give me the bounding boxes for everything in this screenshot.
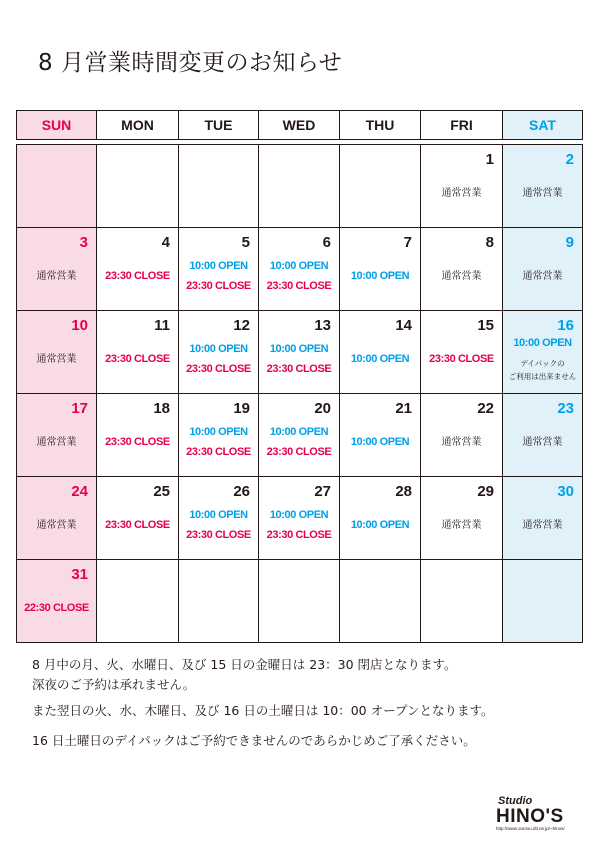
day-cell [17, 560, 97, 643]
open-time: 10:00 OPEN [269, 343, 329, 355]
open-time: 10:00 OPEN [189, 426, 248, 438]
day-number: 3 [79, 234, 88, 251]
day-cell [97, 228, 179, 311]
close-time: 23:30 CLOSE [429, 353, 494, 365]
day-number: 1 [485, 151, 494, 168]
weekday-sat: SAT [503, 111, 583, 140]
day-cell [503, 145, 583, 228]
page-title: 8 月営業時間変更のお知らせ [38, 50, 343, 76]
weekday-thu: THU [340, 111, 421, 140]
day-cell [340, 394, 421, 477]
close-time: 23:30 CLOSE [266, 529, 332, 541]
day-number: 20 [314, 400, 331, 417]
day-cell [179, 477, 259, 560]
close-time: 23:30 CLOSE [105, 436, 170, 448]
weekday-header-row [17, 111, 583, 140]
day-number: 10 [71, 317, 88, 334]
normal-hours: 通常営業 [522, 271, 563, 282]
day-cell [503, 311, 583, 394]
weekday-mon: MON [97, 111, 179, 140]
day-number: 11 [154, 317, 170, 334]
day-number: 16 [557, 317, 574, 334]
day-cell [340, 311, 421, 394]
day-number: 5 [241, 234, 250, 251]
calendar-week [17, 311, 583, 394]
day-cell [17, 311, 97, 394]
day-cell [259, 228, 340, 311]
close-time: 23:30 CLOSE [266, 363, 332, 375]
daypack-note [503, 357, 582, 383]
empty-day-cell [340, 145, 421, 228]
studio-hinos-logo [496, 796, 584, 836]
daypack-note-line: ご利用は出来ません [508, 372, 577, 381]
day-number: 15 [477, 317, 494, 334]
day-number: 21 [395, 400, 412, 417]
normal-hours: 通常営業 [441, 188, 482, 199]
notice-line-2: 深夜のご予約は承れません。 [32, 677, 196, 692]
notice-line-1: 8 月中の月、火、水曜日、及び 15 日の金曜日は 23：30 閉店となります。 [32, 657, 457, 672]
day-cell [97, 311, 179, 394]
normal-hours: 通常営業 [441, 437, 482, 448]
empty-day-cell [17, 145, 97, 228]
day-number: 27 [314, 483, 331, 500]
day-cell [179, 394, 259, 477]
day-number: 12 [233, 317, 250, 334]
day-number: 30 [557, 483, 574, 500]
normal-hours: 通常営業 [36, 271, 77, 282]
calendar-week [17, 145, 583, 228]
weekday-fri: FRI [421, 111, 503, 140]
logo-name-text: HINO'S [496, 806, 564, 827]
day-cell [340, 477, 421, 560]
day-cell [259, 394, 340, 477]
day-number: 6 [322, 234, 331, 251]
normal-hours: 通常営業 [522, 520, 563, 531]
close-time: 23:30 CLOSE [266, 446, 332, 458]
day-number: 26 [233, 483, 250, 500]
empty-day-cell [340, 560, 421, 643]
day-number: 29 [477, 483, 494, 500]
open-time: 10:00 OPEN [513, 337, 572, 349]
day-number: 25 [153, 483, 170, 500]
empty-day-cell [179, 560, 259, 643]
open-time: 10:00 OPEN [269, 509, 329, 521]
close-time: 23:30 CLOSE [266, 280, 332, 292]
calendar-week [17, 228, 583, 311]
open-time: 10:00 OPEN [189, 509, 248, 521]
normal-hours: 通常営業 [441, 520, 482, 531]
normal-hours: 通常営業 [522, 437, 563, 448]
open-time: 10:00 OPEN [350, 353, 410, 365]
day-cell [503, 228, 583, 311]
empty-day-cell [503, 560, 583, 643]
empty-day-cell [179, 145, 259, 228]
open-time: 10:00 OPEN [350, 519, 410, 531]
day-number: 22 [477, 400, 494, 417]
normal-hours: 通常営業 [441, 271, 482, 282]
close-time: 23:30 CLOSE [186, 363, 251, 375]
empty-day-cell [421, 560, 503, 643]
notice-line-3: また翌日の火、水、木曜日、及び 16 日の土曜日は 10：00 オープンとなります。 [32, 703, 494, 718]
day-cell [259, 311, 340, 394]
day-cell [421, 477, 503, 560]
empty-day-cell [259, 560, 340, 643]
day-cell [421, 145, 503, 228]
day-number: 9 [565, 234, 574, 251]
close-time: 23:30 CLOSE [105, 270, 170, 282]
day-number: 2 [565, 151, 574, 168]
normal-hours: 通常営業 [36, 354, 77, 365]
day-cell [503, 477, 583, 560]
close-time: 22:30 CLOSE [24, 602, 89, 614]
logo-url-text: http://www.ourosu.dti.ne.jp/~hinos/ [496, 826, 565, 831]
daypack-note-line: デイパックの [520, 359, 565, 368]
calendar-week [17, 560, 583, 643]
weekday-wed: WED [259, 111, 340, 140]
normal-hours: 通常営業 [36, 520, 77, 531]
open-time: 10:00 OPEN [350, 436, 410, 448]
day-number: 7 [403, 234, 412, 251]
day-number: 13 [314, 317, 331, 334]
empty-day-cell [97, 145, 179, 228]
day-cell [97, 477, 179, 560]
close-time: 23:30 CLOSE [186, 280, 251, 292]
logo-studio-text: Studio [498, 795, 533, 807]
day-cell [340, 228, 421, 311]
day-number: 8 [485, 234, 494, 251]
close-time: 23:30 CLOSE [105, 519, 170, 531]
day-cell [97, 394, 179, 477]
open-time: 10:00 OPEN [189, 260, 248, 272]
day-number: 14 [395, 317, 412, 334]
day-cell [259, 477, 340, 560]
normal-hours: 通常営業 [36, 437, 77, 448]
weekday-sun: SUN [17, 111, 97, 140]
calendar-week [17, 477, 583, 560]
day-cell [421, 228, 503, 311]
day-number: 17 [71, 400, 88, 417]
open-time: 10:00 OPEN [269, 260, 329, 272]
day-number: 24 [71, 483, 88, 500]
day-cell [179, 228, 259, 311]
day-number: 4 [161, 234, 170, 251]
day-cell [17, 477, 97, 560]
calendar-table [16, 110, 583, 643]
close-time: 23:30 CLOSE [105, 353, 170, 365]
calendar-week [17, 394, 583, 477]
close-time: 23:30 CLOSE [186, 446, 251, 458]
day-cell [421, 394, 503, 477]
notice-line-4: 16 日土曜日のデイパックはご予約できませんのであらかじめご了承ください。 [32, 733, 476, 748]
empty-day-cell [97, 560, 179, 643]
weekday-tue: TUE [179, 111, 259, 140]
day-cell [179, 311, 259, 394]
day-cell [503, 394, 583, 477]
empty-day-cell [259, 145, 340, 228]
day-number: 23 [557, 400, 574, 417]
close-time: 23:30 CLOSE [186, 529, 251, 541]
day-number: 28 [395, 483, 412, 500]
day-cell [421, 311, 503, 394]
day-number: 31 [71, 566, 88, 583]
open-time: 10:00 OPEN [350, 270, 410, 282]
open-time: 10:00 OPEN [189, 343, 248, 355]
day-cell [17, 394, 97, 477]
day-number: 19 [233, 400, 250, 417]
day-cell [17, 228, 97, 311]
normal-hours: 通常営業 [522, 188, 563, 199]
day-number: 18 [153, 400, 170, 417]
open-time: 10:00 OPEN [269, 426, 329, 438]
